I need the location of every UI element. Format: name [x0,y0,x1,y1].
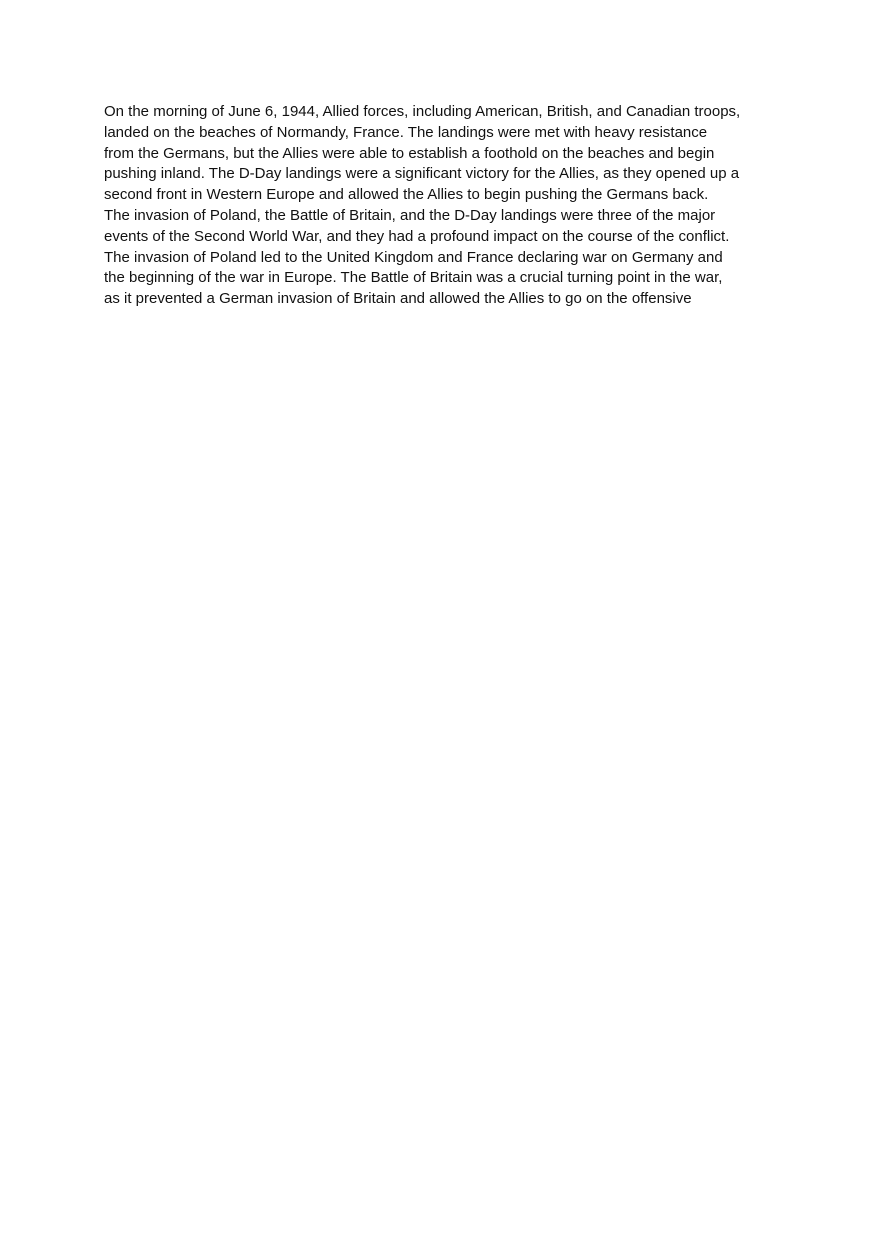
body-text [104,102,804,310]
text-line: landed on the beaches of Normandy, France. The landings were met with heavy resistance [104,123,708,141]
text-line: from the Germans, but the Allies were able to establish a foothold on the beaches and begin [104,144,715,162]
text-line: the beginning of the war in Europe. The Battle of Britain was a crucial turning point in the war, [104,269,723,287]
text-line: second front in Western Europe and allowed the Allies to begin pushing the Germans back. [104,186,709,204]
text-line: as it prevented a German invasion of Britain and allowed the Allies to go on the offensive [104,290,692,308]
text-line: The invasion of Poland, the Battle of Britain, and the D-Day landings were three of the major [104,206,716,224]
text-line: On the morning of June 6, 1944, Allied forces, including American, British, and Canadian troops, [104,103,741,120]
text-line: events of the Second World War, and they had a profound impact on the course of the conflict. [104,227,730,245]
text-line: pushing inland. The D-Day landings were a significant victory for the Allies, as they opened up a [104,165,740,183]
text-line: The invasion of Poland led to the United Kingdom and France declaring war on Germany and [104,248,723,266]
